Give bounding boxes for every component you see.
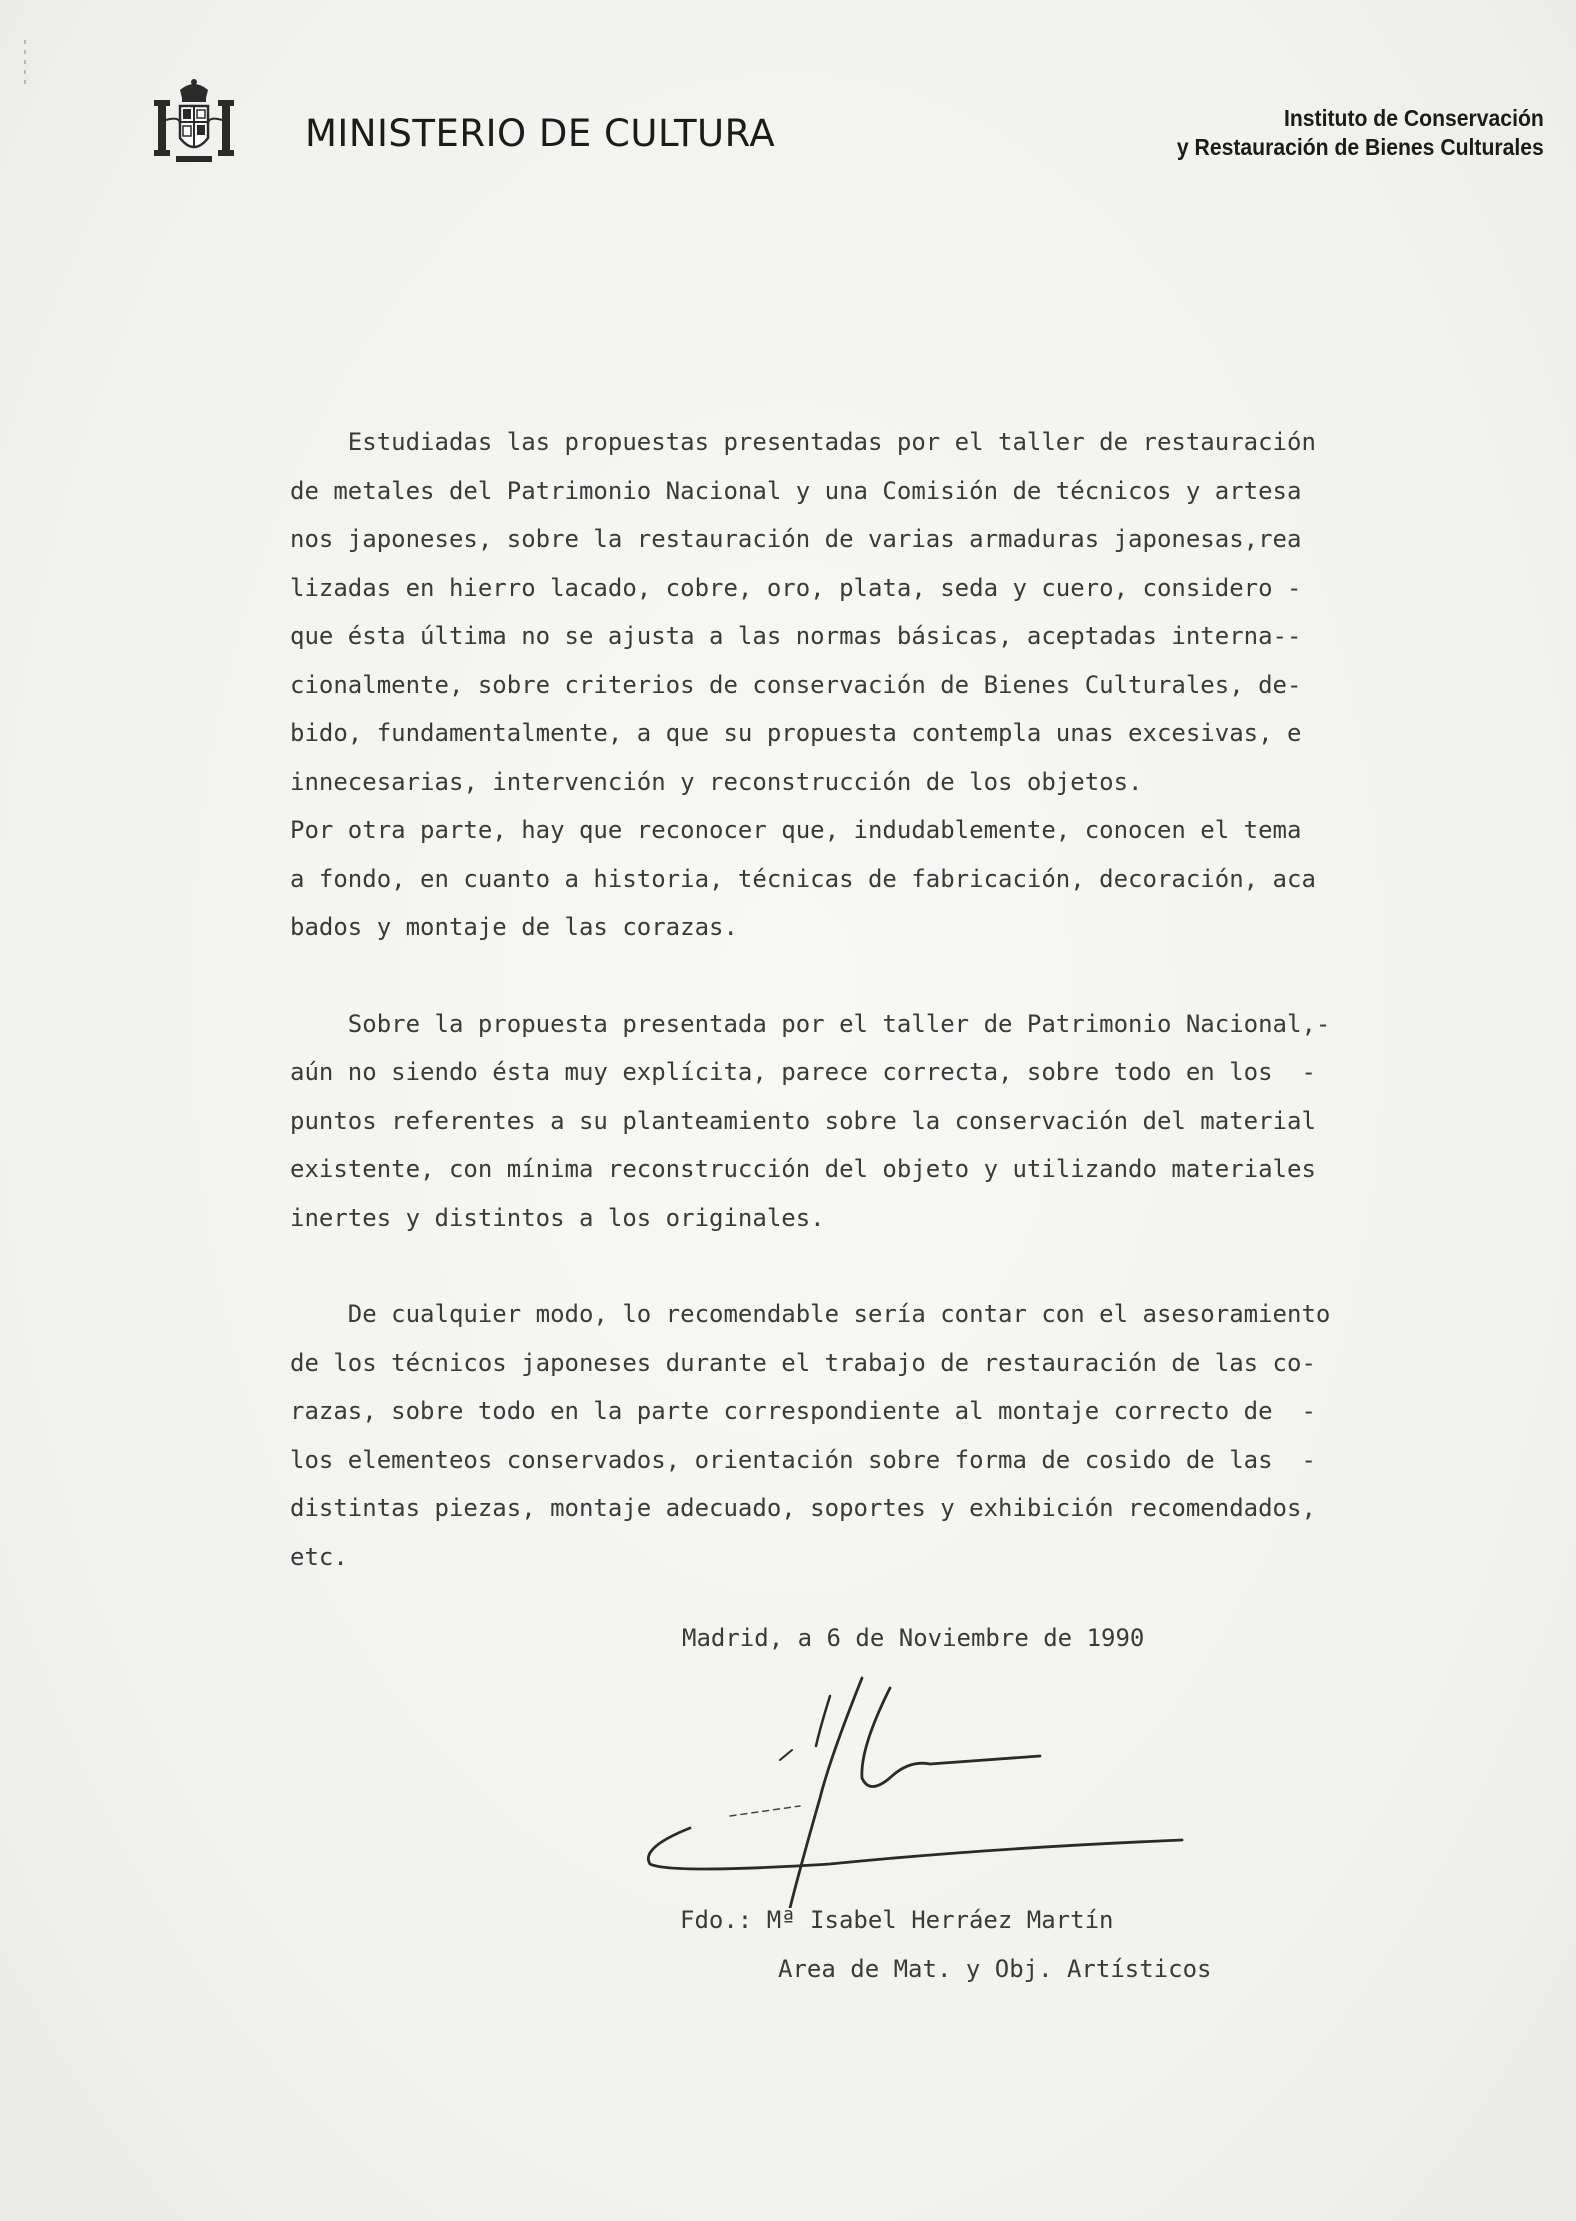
text-line: cionalmente, sobre criterios de conservación de Bienes Culturales, de-	[290, 670, 1302, 699]
text-line: que ésta última no se ajusta a las normas básicas, aceptadas interna--	[290, 622, 1302, 650]
text-line: innecesarias, intervención y reconstrucción de los objetos.	[290, 767, 1143, 796]
text-line: Por otra parte, hay que reconocer que, indudablemente, conocen el tema	[290, 816, 1302, 844]
text-line: lizadas en hierro lacado, cobre, oro, plata, seda y cuero, considero -	[290, 573, 1302, 602]
text-line: bados y montaje de las corazas.	[290, 913, 738, 941]
signer-name: Fdo.: Mª Isabel Herráez Martín	[680, 1906, 1114, 1934]
institute-line-1: Instituto de Conservación	[1284, 105, 1544, 131]
institute-name	[1177, 104, 1544, 162]
paragraph-3	[290, 1290, 1420, 1581]
paragraph-gap	[290, 952, 1420, 1000]
paragraph-1	[290, 418, 1420, 952]
text-line: bido, fundamentalmente, a que su propuesta contempla unas excesivas, e	[290, 719, 1302, 747]
letter-date: Madrid, a 6 de Noviembre de 1990	[682, 1624, 1145, 1652]
paragraph-2	[290, 1000, 1420, 1243]
text-line: distintas piezas, montaje adecuado, soportes y exhibición recomendados,	[290, 1494, 1316, 1522]
text-line: Sobre la propuesta presentada por el taller de Patrimonio Nacional,-	[290, 1009, 1331, 1038]
handwritten-signature	[630, 1668, 1190, 1908]
text-line: Estudiadas las propuestas presentadas por el taller de restauración	[290, 428, 1316, 456]
institute-line-2: y Restauración de Bienes Culturales	[1177, 134, 1544, 160]
text-line: De cualquier modo, lo recomendable sería contar con el asesoramiento	[290, 1300, 1331, 1328]
text-line: de los técnicos japoneses durante el trabajo de restauración de las co-	[290, 1348, 1316, 1377]
text-line: a fondo, en cuanto a historia, técnicas de fabricación, decoración, aca	[290, 864, 1316, 893]
text-line: los elementeos conservados, orientación sobre forma de cosido de las -	[290, 1445, 1316, 1474]
text-line: inertes y distintos a los originales.	[290, 1203, 825, 1232]
text-line: aún no siendo ésta muy explícita, parece correcta, sobre todo en los -	[290, 1058, 1316, 1086]
signer-department: Area de Mat. y Obj. Artísticos	[778, 1955, 1212, 1983]
text-line: nos japoneses, sobre la restauración de varias armaduras japonesas,rea	[290, 525, 1302, 553]
text-line: existente, con mínima reconstrucción del objeto y utilizando materiales	[290, 1155, 1316, 1183]
letter-body	[290, 418, 1420, 1581]
ministry-name: MINISTERIO DE CULTURA	[305, 112, 776, 155]
royal-coat-of-arms-icon	[150, 76, 238, 166]
text-line: razas, sobre todo en la parte correspondiente al montaje correcto de -	[290, 1397, 1316, 1425]
text-line: de metales del Patrimonio Nacional y una Comisión de técnicos y artesa	[290, 476, 1302, 505]
text-line: etc.	[290, 1542, 348, 1571]
text-line: puntos referentes a su planteamiento sobre la conservación del material	[290, 1106, 1316, 1135]
paragraph-gap	[290, 1242, 1420, 1290]
edge-mark	[22, 40, 28, 90]
